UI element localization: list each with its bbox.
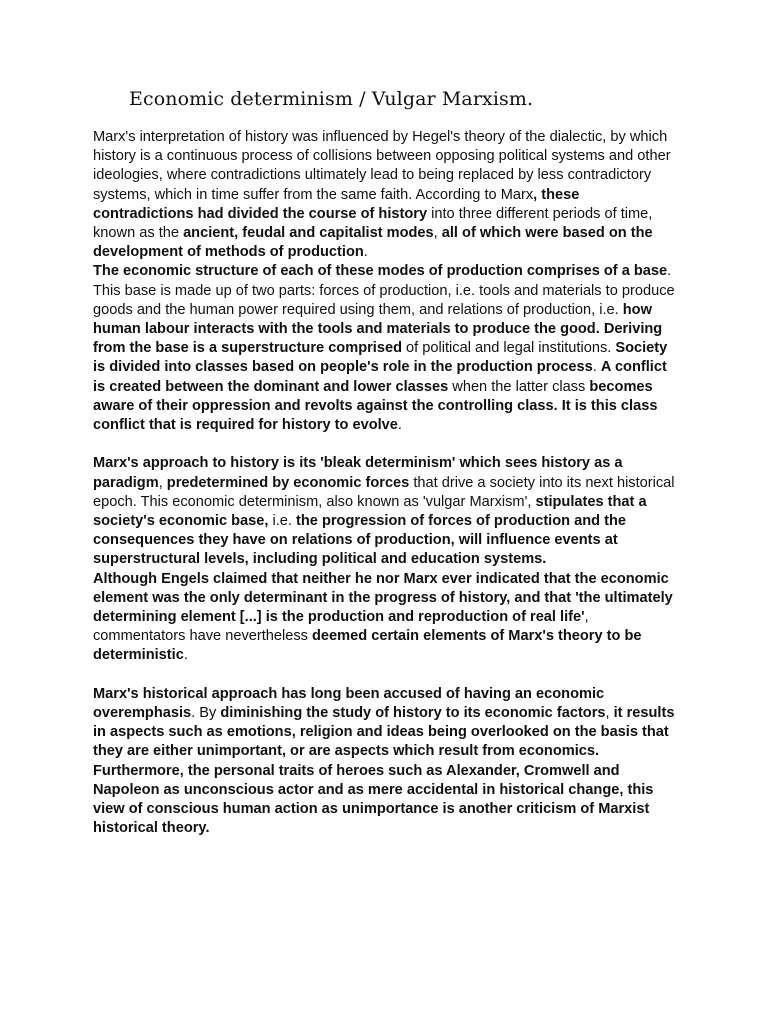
text-run: , [605, 705, 614, 722]
paragraph [93, 128, 683, 262]
paragraph-spacer [93, 435, 683, 454]
bold-text-run: predetermined by economic forces [166, 474, 410, 491]
text-run: when the latter class [448, 378, 590, 395]
bold-text-run: deemed certain elements of Marx's theory to be deterministic [93, 628, 642, 664]
bold-text-run: stipulates that a society's economic base, [93, 493, 647, 530]
paragraph [93, 570, 683, 666]
bold-text-run: all of which were based on the development of methods of production [93, 225, 653, 261]
paragraph [93, 685, 683, 839]
text-run: into three different periods of time, known as the [93, 205, 653, 242]
text-run: that drive a society into its next historical epoch. This economic determinism, also known as 'vulgar Marxism', [93, 474, 675, 510]
bold-text-run: becomes aware of their oppression and revolts against the controlling class. It is this class conflict that is required for history to evolve [93, 378, 658, 434]
bold-text-run: Marx's historical approach has long been accused of having an economic overemphasis [93, 685, 605, 722]
bold-text-run: diminishing the study of history to its economic factors [220, 705, 606, 722]
paragraph [93, 262, 683, 435]
text-run: Marx's interpretation of history was influenced by Hegel's theory of the dialectic, by which history is a continuous process of collisions between opposing political systems and other ideologies, where contradictions ultimately lead to being replaced by less contradictory systems, which in time suffer from the same faith. According to Marx [93, 129, 671, 203]
paragraph [93, 454, 683, 569]
bold-text-run: how human labour interacts with the tools and materials to produce the good. Deriving from the base is a superstructure comprised [93, 301, 663, 357]
bold-text-run: ancient, feudal and capitalist modes [183, 225, 434, 242]
text-run: . [397, 417, 402, 434]
bold-text-run: A conflict is created between the dominant and lower classes [93, 359, 667, 395]
bold-text-run: , these contradictions had divided the course of history [93, 186, 580, 222]
text-run: , commentators have nevertheless [93, 609, 589, 645]
bold-text-run: Marx's approach to history is its 'bleak determinism' which sees history as a paradigm [93, 455, 623, 491]
text-run: . [363, 244, 368, 261]
text-run: , [158, 474, 167, 491]
document-title: Economic determinism / Vulgar Marxism. [129, 88, 534, 110]
text-run: i.e. [268, 513, 297, 530]
text-run: . [592, 359, 601, 376]
text-run: . [183, 647, 188, 664]
text-run: . This base is made up of two parts: forces of production, i.e. tools and materials to produce goods and the human power required using them, and relations of production, i.e. [93, 263, 675, 318]
paragraph-spacer [93, 666, 683, 685]
text-run: of political and legal institutions. [402, 340, 616, 357]
bold-text-run: The economic structure of each of these modes of production comprises of a base [93, 263, 668, 280]
bold-text-run: the progression of forces of production and the consequences they have on relations of production, will influence events at superstructural levels, including political and education systems. [93, 513, 627, 568]
bold-text-run: Society is divided into classes based on people's role in the production process [93, 340, 668, 376]
bold-text-run: it results in aspects such as emotions, religion and ideas being overlooked on the basis that they are either unimportant, or are aspects which result from economics. Furthermore, the personal traits of heroes such as Alexander, Cromwell and Napoleon as unconscious actor and as mere accidental in historical change, this view of conscious human action as unimportance is another criticism of Marxist historical theory. [93, 705, 675, 837]
bold-text-run: Although Engels claimed that neither he nor Marx ever indicated that the economic element was the only determinant in the progress of history, and that 'the ultimately determining element [...] is the production and reproduction of real life' [93, 570, 673, 626]
text-run: . By [191, 705, 221, 722]
document-body [93, 128, 683, 838]
text-run: , [433, 225, 442, 242]
